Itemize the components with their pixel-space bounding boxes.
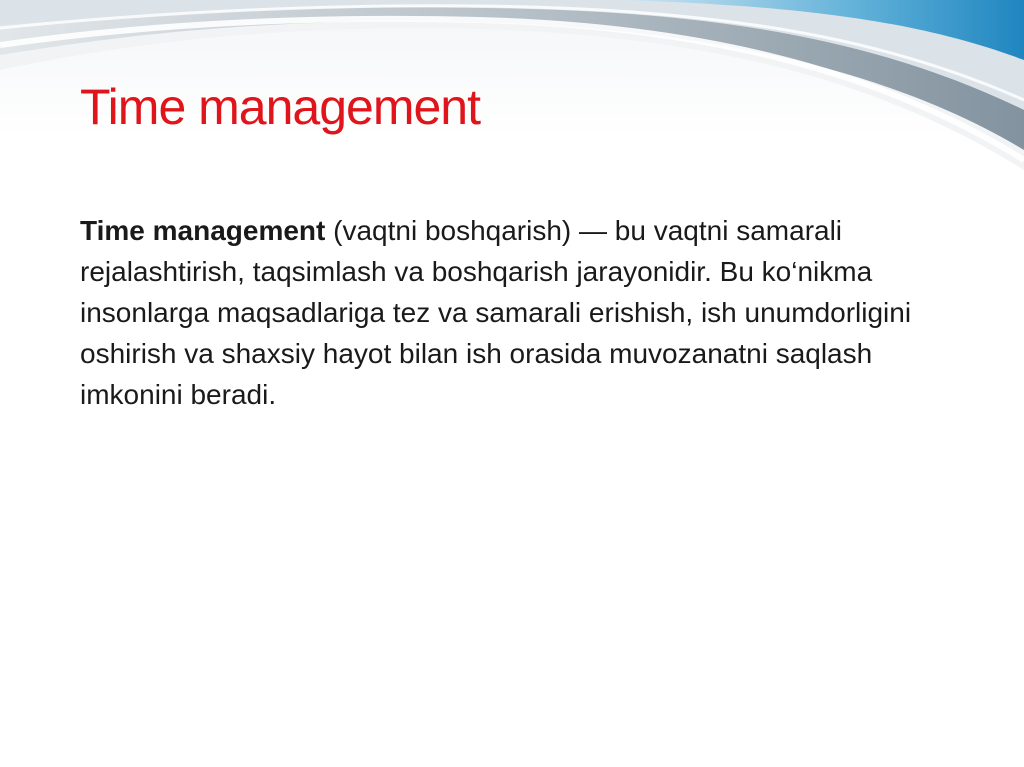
definition-text: (vaqtni boshqarish) — bu vaqtni samarali rejalashtirish, taqsimlash va boshqarish jarayonidir. Bu ko‘nikma insonlarga maqsadlariga tez va samarali erishish, ish unumdorligini oshirish va shaxsiy hayot bilan ish orasida muvozanatni saqlash imkonini beradi. — [80, 215, 912, 410]
bottom-band — [0, 655, 1024, 767]
slide-title: Time management — [80, 79, 480, 135]
defined-term: Time management — [80, 215, 326, 246]
body-paragraph — [80, 210, 940, 415]
